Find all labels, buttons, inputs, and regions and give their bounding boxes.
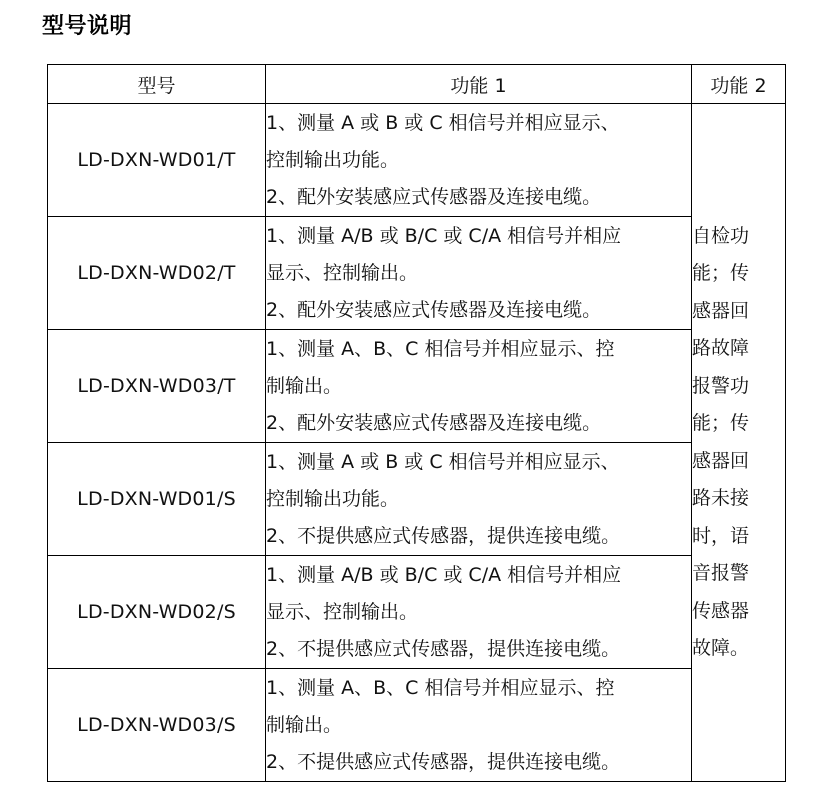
func2-line: 能；传 bbox=[692, 262, 750, 284]
func1-line: 1、测量 A、B、C 相信号并相应显示、控 bbox=[266, 676, 615, 699]
table-row bbox=[48, 443, 786, 556]
func1-line: 2、配外安装感应式传感器及连接电缆。 bbox=[266, 298, 602, 321]
func1-line: 制输出。 bbox=[266, 713, 343, 736]
func2-line: 传感器 bbox=[692, 599, 750, 622]
func2-line: 路故障 bbox=[692, 337, 750, 359]
func1-line: 1、测量 A 或 B 或 C 相信号并相应显示、 bbox=[266, 450, 620, 473]
func1-line: 显示、控制输出。 bbox=[266, 261, 419, 284]
header-func2: 功能 2 bbox=[692, 65, 786, 104]
table-header-row bbox=[48, 65, 786, 104]
model-cell: LD-DXN-WD02/T bbox=[48, 217, 266, 330]
func2-line: 故障。 bbox=[692, 637, 750, 659]
func1-line: 1、测量 A 或 B 或 C 相信号并相应显示、 bbox=[266, 111, 620, 134]
model-cell: LD-DXN-WD03/T bbox=[48, 330, 266, 443]
header-func1: 功能 1 bbox=[266, 65, 692, 104]
func1-line: 1、测量 A/B 或 B/C 或 C/A 相信号并相应 bbox=[266, 563, 622, 586]
func1-line: 2、不提供感应式传感器，提供连接电缆。 bbox=[266, 750, 621, 773]
table-row bbox=[48, 556, 786, 669]
table-row bbox=[48, 330, 786, 443]
section-title: 型号说明 bbox=[42, 14, 133, 39]
func1-line: 1、测量 A、B、C 相信号并相应显示、控 bbox=[266, 337, 615, 360]
func1-line: 2、配外安装感应式传感器及连接电缆。 bbox=[266, 411, 602, 434]
func2-line: 能；传 bbox=[692, 412, 750, 434]
func1-cell bbox=[266, 556, 692, 669]
model-cell: LD-DXN-WD01/S bbox=[48, 443, 266, 556]
func2-line: 音报警 bbox=[692, 562, 750, 584]
header-model: 型号 bbox=[48, 65, 266, 104]
func2-cell bbox=[692, 104, 786, 782]
func2-line: 路未接 bbox=[692, 487, 750, 509]
model-cell: LD-DXN-WD03/S bbox=[48, 669, 266, 782]
func1-line: 制输出。 bbox=[266, 374, 343, 397]
model-cell: LD-DXN-WD01/T bbox=[48, 104, 266, 217]
func1-cell bbox=[266, 443, 692, 556]
func1-line: 1、测量 A/B 或 B/C 或 C/A 相信号并相应 bbox=[266, 224, 622, 247]
func2-line: 时，语 bbox=[692, 524, 750, 547]
func1-line: 2、不提供感应式传感器，提供连接电缆。 bbox=[266, 524, 621, 547]
func2-line: 报警功 bbox=[692, 374, 750, 397]
func2-line: 自检功 bbox=[692, 224, 750, 247]
func1-line: 2、配外安装感应式传感器及连接电缆。 bbox=[266, 185, 602, 208]
model-cell: LD-DXN-WD02/S bbox=[48, 556, 266, 669]
func2-line: 感器回 bbox=[692, 299, 750, 322]
func1-cell bbox=[266, 217, 692, 330]
func1-line: 2、不提供感应式传感器，提供连接电缆。 bbox=[266, 637, 621, 660]
table-row bbox=[48, 104, 786, 217]
func1-line: 控制输出功能。 bbox=[266, 487, 400, 510]
func1-cell bbox=[266, 330, 692, 443]
func1-line: 控制输出功能。 bbox=[266, 148, 400, 171]
func1-cell bbox=[266, 104, 692, 217]
table-row bbox=[48, 217, 786, 330]
func1-line: 显示、控制输出。 bbox=[266, 600, 419, 623]
model-spec-table bbox=[47, 64, 786, 782]
func1-cell bbox=[266, 669, 692, 782]
func2-line: 感器回 bbox=[692, 449, 750, 472]
table-row bbox=[48, 669, 786, 782]
